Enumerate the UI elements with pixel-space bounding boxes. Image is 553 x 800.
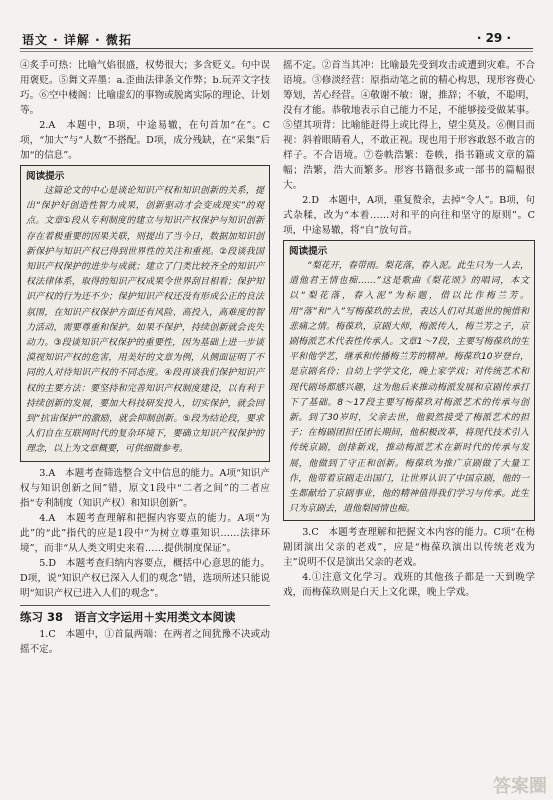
answer-2: 2.D 本题中，A项，重复赘余，去掉“令人”。B项，句式杂糅，改为“本着……对和平的向往和坚守的原则”。C项，中途易辙，将“自”放句首。	[283, 195, 535, 236]
answer-paragraph: ④炙手可热：比喻气焰很盛，权势很大；多含贬义。句中误用褒贬。⑤舞文弄墨：a.歪曲法律条文作弊；b.玩弄文字技巧。⑥空中楼阁：比喻虚幻的事物或脱离实际的理论、计划等。	[20, 60, 270, 116]
reading-tip-body: 这篇论文的中心是谈论知识产权和知识创新的关系，提出“保护好创造性智力成果，创新驱动才会变成现实”的观点。文章①段从专利制度的建立与知识产权保护与知识创新存在着极重要的因果关联，则提出了当今日，数据加知识创新保护与知识产权已得到世界性的关注和重视。②段谈我国知识产权保护的进步与成就；建立了门类比较齐全的知识产权法律体系，取得的知识产权成果令世界刮目相看；保护知识产权的行为还不少；保护知识产权还没有形成公正的良法氛围，在知识产权保护方面还有风险、高投入，高难度的智力活动，需要尊重和保护。如果不保护，持续创新就会丧失动力。③段谈知识产权保护的重要性，因为基础上进一步谈漠视知识产权的危害，用美好的文章为例，从侧面证明了不同的人对待知识产权的不同态度。④段再谈我们保护知识产权的主要方法：要坚持和完善知识产权制度建设，以有利于持续创新的发展，要加大科技研发投入，切实保护，就会回到“抗宙保护”的激励，就会抑制创新。⑤段为结论段，要求人们自在互联网时代的复杂环境下，要确立知识产权保护的理念，以上为文章概要，可供细微参考。	[26, 186, 264, 455]
page-header	[0, 0, 553, 54]
reading-tip-body: “梨花开，春带雨。梨花落，春入泥。此生只为一人去，道他君王情也痴……”这是歌曲《梨花颂》的唱词，本文以“梨花落，春入泥”为标题，借以比作梅兰芳。用“落”和“入”写梅葆玖的去世，表达人们对其逝世的惋惜和悲痛之情。梅葆玖，京剧大师，梅派传人，梅兰芳之子，京剧梅派艺术代表性传承人。文章1～7段，主要写梅葆玖的生平和他学艺，继承和传播梅兰芳的精神。梅葆玖10岁登台，是京剧名伶；自幼上学学文化，晚上家学戏；对传统艺术和现代剧场都感兴趣，这为他后来推动梅派发展和京剧传承打下了基础。8～17段主要写梅葆玖对梅派艺术的传承与创新。到了30岁时，父亲去世，他毅然接受了梅派艺术的担子；在梅剧团担任团长期间，他积极改革，将现代技术引入传统京剧，创排新戏，推动梅派艺术在新时代的传承与发展，他做到了守正和创新。梅葆玖为推广京剧做了大量工作，他带着京剧走出国门，让世界认识了中国京剧，他的一生都献给了京剧事业，他的精神值得我们学习与传承。此生只为京剧去，道他梨园情也痴。	[289, 261, 529, 515]
answer-3: 3.A 本题考查筛选整合文中信息的能力。A项“知识产权与知识创新之间”错，原文1段中“二者之间”的二者应指“专利制度（知识产权）和知识创新”。	[20, 467, 270, 509]
answer-4: 4.A 本题考查理解和把握内容要点的能力。A项“为此”的“此”指代的应是1段中“为树立尊重知识……法律环境”，而非“从人类文明史来看……提供制度保证”。	[20, 512, 270, 554]
right-column	[283, 58, 535, 600]
book-title: 语文 · 详解 · 微拓	[22, 33, 132, 47]
header-rule-thin	[20, 51, 533, 52]
page-number: · 29 ·	[476, 31, 511, 45]
answer-3: 3.C 本题考查理解和把握文本内容的能力。C项“在梅剧团演出父亲的老戏”，应是“梅葆玖演出以传统老戏为主”说明不仅是演出父亲的老戏。	[283, 527, 535, 569]
answer-1: 1.C 本题中，①首鼠两端：在两者之间犹豫不决或动摇不定。	[20, 628, 270, 655]
section-heading: 练习 38 语言文字运用＋实用类文本阅读	[20, 605, 270, 625]
answer-paragraph: 摇不定。②首当其冲：比喻最先受到攻击或遭到灾难。不合语境。③修淡经营：原指动笔之前的精心构思，现形容费心筹划，苦心经营。④敬谢不敏：谢，推辞；不敏，不聪明，没有才能。恭敬地表示自己能力不足，不能够接受做某事。⑤望其项背：比喻能赶得上或比得上，望尘莫及。⑥侧目而视：斜着眼睛看人，不敢正视。现也用于形容敢怒不敢言的样子。不合语境。⑦卷帙浩繁：卷帙，指书籍或文章的篇幅；浩繁，浩大而繁多。形容书籍很多或一部书的篇幅很大。	[283, 60, 535, 191]
answer-2: 2.A 本题中，B项，中途易辙，在句首加“在”。C项，“加大”与“人数”不搭配。D项，成分残缺，在“采集”后加“的信息”。	[20, 120, 270, 161]
answer-4: 4.①注意文化学习。戏班的其他孩子都是一天到晚学戏，而梅葆玖则是白天上文化课，晚上学戏。	[283, 572, 535, 599]
watermark: 答案圈	[493, 776, 547, 797]
header-rule	[20, 48, 533, 49]
answer-5: 5.D 本题考查归纳内容要点，概括中心意思的能力。D项，说“知识产权已深入人们的观念”错，选项所述只能说明“知识产权已进入人们的观念”。	[20, 557, 270, 599]
left-column	[20, 58, 270, 657]
reading-tip-box	[20, 165, 270, 462]
reading-tip-box	[283, 240, 535, 521]
reading-tip-title: 阅读提示	[289, 246, 328, 257]
reading-tip-title: 阅读提示	[26, 171, 65, 182]
